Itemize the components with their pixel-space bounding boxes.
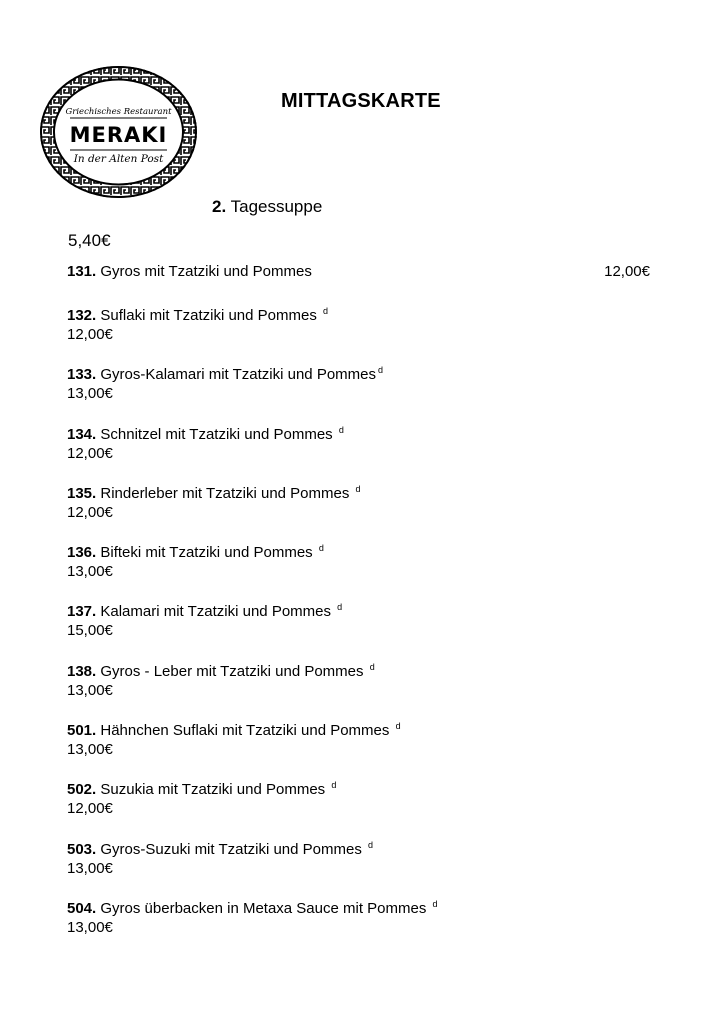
allergen-mark: d	[369, 661, 375, 672]
item-number: 504.	[67, 899, 97, 917]
item-price: 13,00€	[67, 563, 113, 581]
item-number: 132.	[67, 307, 97, 324]
item-price: 13,00€	[67, 859, 113, 877]
item-number: 503.	[67, 840, 97, 858]
menu-item	[67, 361, 667, 420]
menu-item-131	[67, 263, 312, 280]
page-title: MITTAGSKARTE	[281, 90, 441, 112]
item-name: Kalamari mit Tzatziki und Pommes	[100, 603, 336, 621]
item-name: Suflaki mit Tzatziki und Pommes	[100, 307, 322, 324]
item-number: 133.	[67, 366, 97, 384]
item-title-line	[67, 598, 667, 621]
item-price: 13,00€	[67, 918, 113, 936]
item-price: 12,00€	[67, 326, 113, 343]
menu-item	[67, 658, 667, 717]
item-price: 12,00€	[604, 263, 650, 280]
soup-line	[212, 197, 322, 217]
item-name: Gyros überbacken in Metaxa Sauce mit Pommes	[100, 899, 431, 917]
item-title-line	[67, 302, 667, 325]
soup-name: Tagessuppe	[230, 197, 323, 216]
item-number: 138.	[67, 662, 97, 680]
item-price: 15,00€	[67, 622, 113, 640]
item-name: Gyros - Leber mit Tzatziki und Pommes	[100, 662, 368, 680]
menu-item	[67, 421, 667, 480]
menu-item	[67, 598, 667, 657]
item-number: 134.	[67, 425, 97, 443]
item-price: 12,00€	[67, 444, 113, 462]
allergen-mark: d	[338, 424, 344, 435]
logo-subtitle: In der Alten Post	[73, 153, 164, 165]
menu-item	[67, 895, 667, 954]
allergen-mark: d	[355, 483, 361, 494]
item-title-line	[67, 895, 667, 918]
allergen-mark: d	[432, 898, 438, 909]
allergen-mark: d	[318, 543, 324, 554]
menu-item	[67, 776, 667, 835]
allergen-mark: d	[368, 839, 374, 850]
item-number: 136.	[67, 544, 97, 562]
item-name: Gyros-Kalamari mit Tzatziki und Pommes	[100, 366, 376, 384]
item-title-line	[67, 480, 667, 503]
item-title-line	[67, 717, 667, 740]
item-name: Hähnchen Suflaki mit Tzatziki und Pommes	[100, 722, 394, 740]
item-name: Suzukia mit Tzatziki und Pommes	[100, 781, 330, 799]
allergen-mark: d	[395, 721, 401, 732]
item-name: Gyros-Suzuki mit Tzatziki und Pommes	[100, 840, 367, 858]
item-title-line	[67, 658, 667, 681]
logo-tagline: Griechisches Restaurant	[65, 107, 172, 117]
item-number: 501.	[67, 722, 97, 740]
item-title-line	[67, 539, 667, 562]
menu-list	[67, 302, 667, 954]
item-price: 12,00€	[67, 503, 113, 521]
item-price: 13,00€	[67, 741, 113, 759]
allergen-mark: d	[337, 602, 343, 613]
item-number: 502.	[67, 781, 97, 799]
logo-name: MERAKI	[69, 123, 168, 147]
soup-price: 5,40€	[68, 231, 111, 250]
menu-item	[67, 480, 667, 539]
item-title-line	[67, 421, 667, 444]
item-number: 137.	[67, 603, 97, 621]
menu-item	[67, 836, 667, 895]
item-price: 12,00€	[67, 800, 113, 818]
menu-item	[67, 539, 667, 598]
allergen-mark: d	[323, 306, 329, 316]
item-number: 131.	[67, 263, 97, 280]
item-name: Rinderleber mit Tzatziki und Pommes	[100, 484, 354, 502]
soup-number: 2.	[212, 197, 227, 216]
menu-item	[67, 717, 667, 776]
item-price: 13,00€	[67, 385, 113, 403]
item-name: Gyros mit Tzatziki und Pommes	[100, 263, 312, 280]
allergen-mark: d	[331, 780, 337, 791]
allergen-mark: d	[378, 365, 384, 376]
item-title-line	[67, 361, 667, 384]
restaurant-logo	[40, 66, 197, 198]
item-price: 13,00€	[67, 681, 113, 699]
item-name: Schnitzel mit Tzatziki und Pommes	[100, 425, 337, 443]
item-number: 135.	[67, 484, 97, 502]
item-title-line	[67, 836, 667, 859]
item-name: Bifteki mit Tzatziki und Pommes	[100, 544, 317, 562]
item-title-line	[67, 776, 667, 799]
menu-item	[67, 302, 667, 361]
